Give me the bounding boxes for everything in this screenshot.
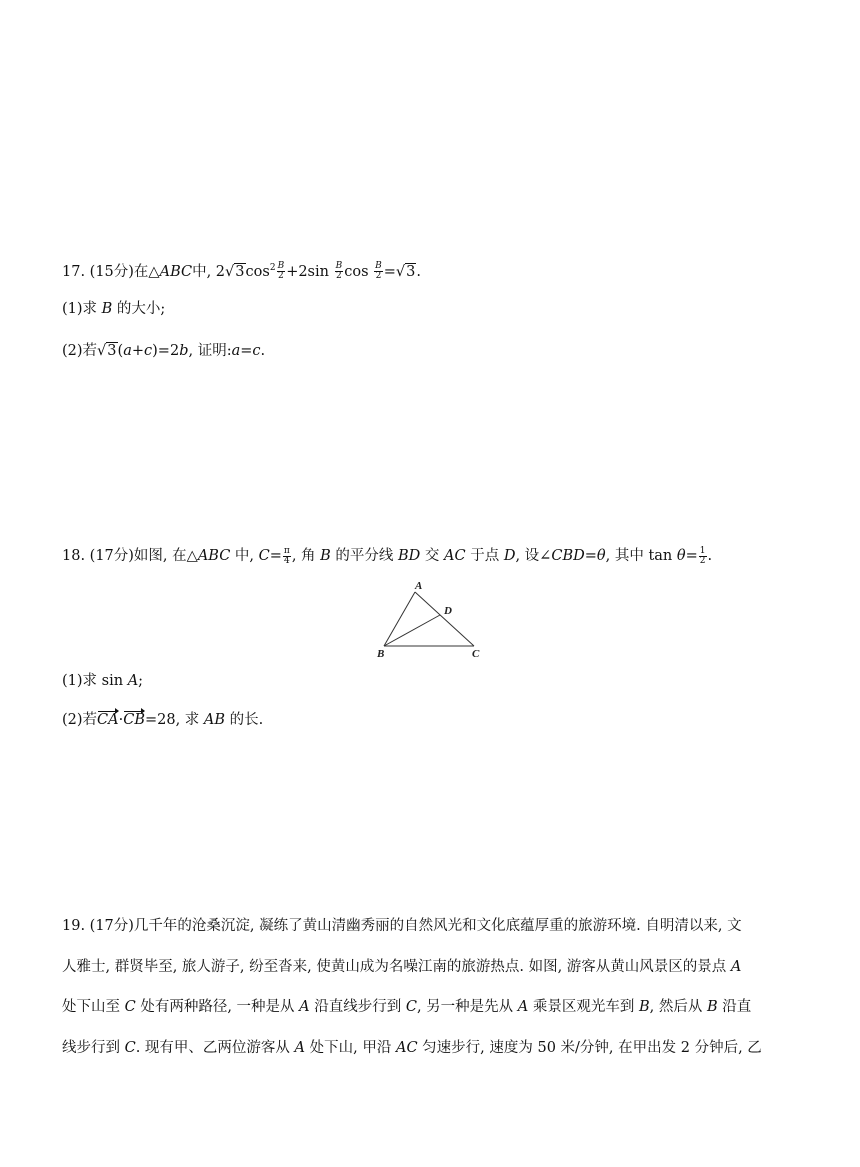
q19-line-1: 19. (17分)几千年的沧桑沉淀, 凝练了黄山清幽秀丽的自然风光和文化底蕴厚重的旅游环境. 自明清以来, 文 bbox=[62, 918, 742, 934]
fraction: $\frac{1}{2}$ bbox=[699, 545, 706, 566]
fraction: $\frac{B}{2}$ bbox=[277, 261, 285, 282]
triangle-figure bbox=[370, 578, 490, 662]
q19-paragraph bbox=[62, 906, 802, 1068]
label-a: A bbox=[415, 580, 423, 592]
fraction: $\frac{\pi}{4}$ bbox=[283, 545, 290, 566]
q19-line-3: 处下山至 C 处有两种路径, 一种是从 A 沿直线步行到 C, 另一种是先从 A 乘景区观光车到 B, 然后从 B 沿直 bbox=[62, 999, 752, 1015]
q18-part1: (1)求 sin A; bbox=[62, 673, 144, 689]
q17-stem: 17. (15分)在△ABC中, $2√3\cos^2$ $\frac{B}{2}$ +2sin $\frac{B}{2}$ cos $\frac{B}{2}$ =√3. bbox=[62, 261, 421, 282]
label-d: D bbox=[444, 605, 452, 617]
label-c: C bbox=[472, 648, 480, 660]
q17-part2: (2)若√3(a+c)=2b, 证明:a=c. bbox=[62, 343, 266, 359]
q18-part2: (2)若CA·CB=28, 求 AB 的长. bbox=[62, 712, 264, 728]
q17-part1: (1)求 B 的大小; bbox=[62, 301, 166, 317]
side-ac bbox=[415, 592, 474, 646]
q18-stem: 18. (17分)如图, 在△ABC 中, C= $\frac{\pi}{4}$ , 角 B 的平分线 BD 交 AC 于点 D, 设∠CBD=θ, 其中 tan θ= $\frac{1}{2}$ . bbox=[62, 545, 713, 566]
q19-line-2: 人雅士, 群贤毕至, 旅人游子, 纷至沓来, 使黄山成为名噪江南的旅游热点. 如图, 游客从黄山风景区的景点 A bbox=[62, 958, 742, 975]
fraction: $\frac{B}{2}$ bbox=[375, 261, 382, 282]
label-b: B bbox=[377, 648, 385, 660]
q19-line-4: 线步行到 C. 现有甲、乙两位游客从 A 处下山, 甲沿 AC 匀速步行, 速度为 50 米/分钟, 在甲出发 2 分钟后, 乙 bbox=[62, 1039, 762, 1056]
fraction: $\frac{B}{2}$ bbox=[335, 261, 343, 282]
